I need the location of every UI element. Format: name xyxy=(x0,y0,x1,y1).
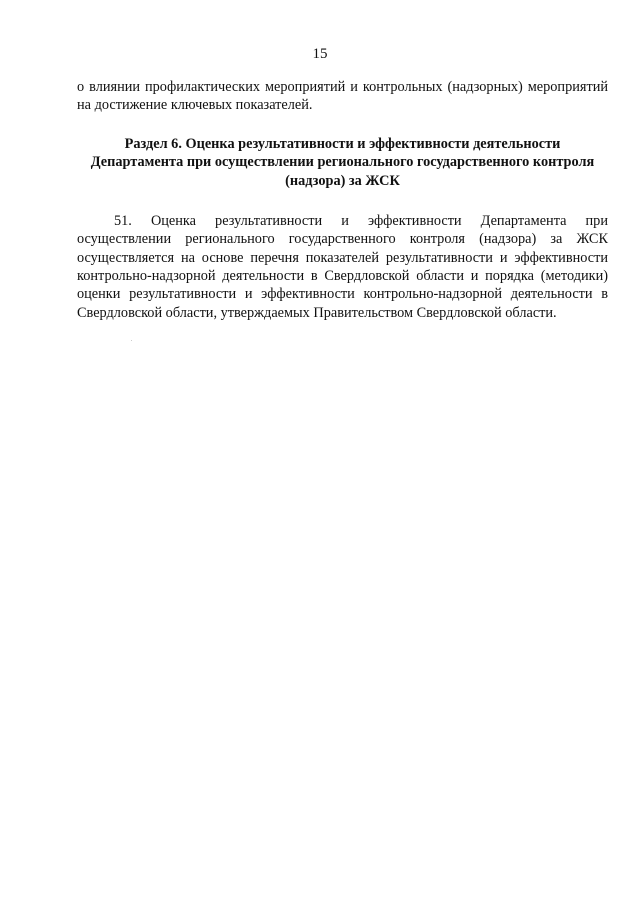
document-body xyxy=(77,78,608,322)
page-number: 15 xyxy=(312,46,328,62)
continuation-paragraph: о влиянии профилактических мероприятий и контрольных (надзорных) мероприятий на достижение ключевых показателей. xyxy=(77,79,608,114)
section-title-line-2: Департамента при осуществлении регионального государственного контроля xyxy=(90,154,595,171)
paragraph-51: 51. Оценка результативности и эффективности Департамента при осуществлении регионального государственного контроля (надзора) за ЖСК осуществляется на основе перечня показателей результативности и эффективности контрольно-надзорной деятельности в Свердловской области и порядка (методики) оценки результативности и эффективности контрольно-надзорной деятельности в Свердловской области, утверждаемых Правительством Свердловской области. xyxy=(77,213,608,321)
section-title-line-3: (надзора) за ЖСК xyxy=(285,172,400,189)
scan-speck xyxy=(131,340,132,341)
section-title-line-1: Раздел 6. Оценка результативности и эффективности деятельности xyxy=(124,135,561,152)
section-title xyxy=(77,135,608,191)
